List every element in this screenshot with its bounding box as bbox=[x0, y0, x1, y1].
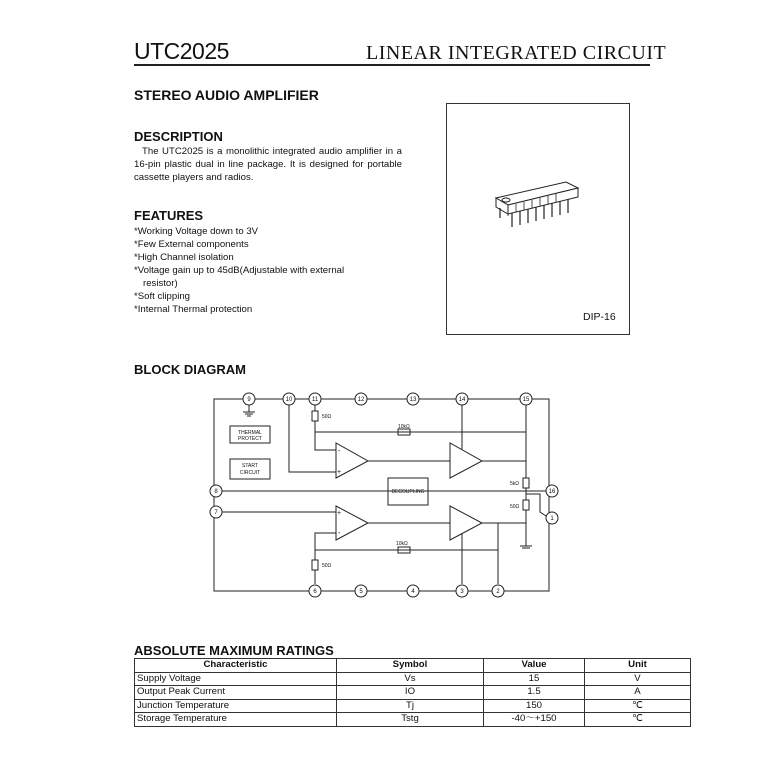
table-cell: A bbox=[585, 686, 691, 700]
table-cell: V bbox=[585, 672, 691, 686]
pin-14-label: 14 bbox=[458, 397, 466, 403]
table-cell: Supply Voltage bbox=[135, 672, 337, 686]
amp-minus-sign: - bbox=[338, 448, 341, 455]
pin-6-label: 6 bbox=[313, 589, 317, 595]
table-cell: -40～+150 bbox=[484, 713, 585, 727]
block-diagram bbox=[205, 388, 565, 603]
feature-item: *Internal Thermal protection bbox=[134, 304, 253, 315]
resistor-label: 50Ω bbox=[322, 414, 332, 420]
page-subtitle: STEREO AUDIO AMPLIFIER bbox=[134, 87, 319, 103]
table-cell: Output Peak Current bbox=[135, 686, 337, 700]
block-diagram-heading: BLOCK DIAGRAM bbox=[134, 362, 246, 377]
dip16-package-icon bbox=[488, 178, 583, 243]
column-header: Value bbox=[484, 659, 585, 673]
features-list bbox=[134, 225, 374, 316]
resistor-label: 10kΩ bbox=[398, 424, 410, 430]
pin-7-label: 7 bbox=[214, 510, 218, 516]
ratings-heading: ABSOLUTE MAXIMUM RATINGS bbox=[134, 643, 334, 658]
table-cell: ℃ bbox=[585, 713, 691, 727]
table-header-row bbox=[135, 659, 691, 673]
table-cell: Junction Temperature bbox=[135, 699, 337, 713]
amp-minus-sign: - bbox=[338, 530, 341, 537]
amp-plus-sign: + bbox=[337, 510, 342, 517]
pin-1-label: 1 bbox=[550, 516, 554, 522]
pin-8-label: 8 bbox=[214, 489, 218, 495]
start-block-label: START bbox=[242, 463, 258, 469]
feature-item: *Voltage gain up to 45dB(Adjustable with external bbox=[134, 265, 345, 276]
table-cell: Vs bbox=[337, 672, 484, 686]
column-header: Symbol bbox=[337, 659, 484, 673]
table-cell: Storage Temperature bbox=[135, 713, 337, 727]
part-number: UTC2025 bbox=[134, 38, 229, 64]
resistor-label: 10kΩ bbox=[396, 541, 408, 547]
pin-10-label: 10 bbox=[285, 397, 293, 403]
table-row bbox=[135, 672, 691, 686]
ratings-table bbox=[134, 658, 691, 727]
table-row bbox=[135, 713, 691, 727]
feature-item: *Soft clipping bbox=[134, 291, 190, 302]
resistor-label: 5kΩ bbox=[510, 481, 520, 487]
pin-3-label: 3 bbox=[460, 589, 464, 595]
pin-15-label: 15 bbox=[522, 397, 530, 403]
pin-12-label: 12 bbox=[357, 397, 365, 403]
start-block-label: CIRCUIT bbox=[239, 470, 261, 476]
table-cell: 15 bbox=[484, 672, 585, 686]
thermal-block-label: PROTECT bbox=[238, 436, 262, 442]
description-heading: DESCRIPTION bbox=[134, 129, 223, 144]
decoupling-block-label: DECOUPLING bbox=[391, 489, 425, 495]
resistor-label: 50Ω bbox=[510, 504, 520, 510]
header-rule bbox=[134, 64, 650, 66]
column-header: Characteristic bbox=[135, 659, 337, 673]
feature-item: *Working Voltage down to 3V bbox=[134, 226, 259, 237]
table-cell: Tj bbox=[337, 699, 484, 713]
pin-5-label: 5 bbox=[359, 589, 363, 595]
table-cell: Tstg bbox=[337, 713, 484, 727]
table-row bbox=[135, 686, 691, 700]
table-cell: 1.5 bbox=[484, 686, 585, 700]
pin-9-label: 9 bbox=[247, 397, 251, 403]
pin-16-label: 16 bbox=[548, 489, 556, 495]
table-row bbox=[135, 699, 691, 713]
package-label: DIP-16 bbox=[583, 311, 616, 323]
table-cell: ℃ bbox=[585, 699, 691, 713]
table-cell: IO bbox=[337, 686, 484, 700]
resistor-label: 50Ω bbox=[322, 563, 332, 569]
feature-item: *Few External components bbox=[134, 239, 249, 250]
company-line: LINEAR INTEGRATED CIRCUIT bbox=[366, 42, 667, 64]
feature-item: *High Channel isolation bbox=[134, 252, 234, 263]
thermal-block-label: THERMAL bbox=[238, 430, 262, 436]
column-header: Unit bbox=[585, 659, 691, 673]
pin-11-label: 11 bbox=[311, 397, 319, 403]
pin-4-label: 4 bbox=[411, 589, 415, 595]
table-cell: 150 bbox=[484, 699, 585, 713]
description-text: The UTC2025 is a monolithic integrated audio amplifier in a 16-pin plastic dual in line package. It is designed for portable cassette players and radios. bbox=[134, 146, 402, 183]
pin-2-label: 2 bbox=[496, 589, 500, 595]
feature-item: resistor) bbox=[143, 278, 178, 289]
features-heading: FEATURES bbox=[134, 208, 204, 223]
pin-13-label: 13 bbox=[409, 397, 417, 403]
amp-plus-sign: + bbox=[337, 469, 342, 476]
